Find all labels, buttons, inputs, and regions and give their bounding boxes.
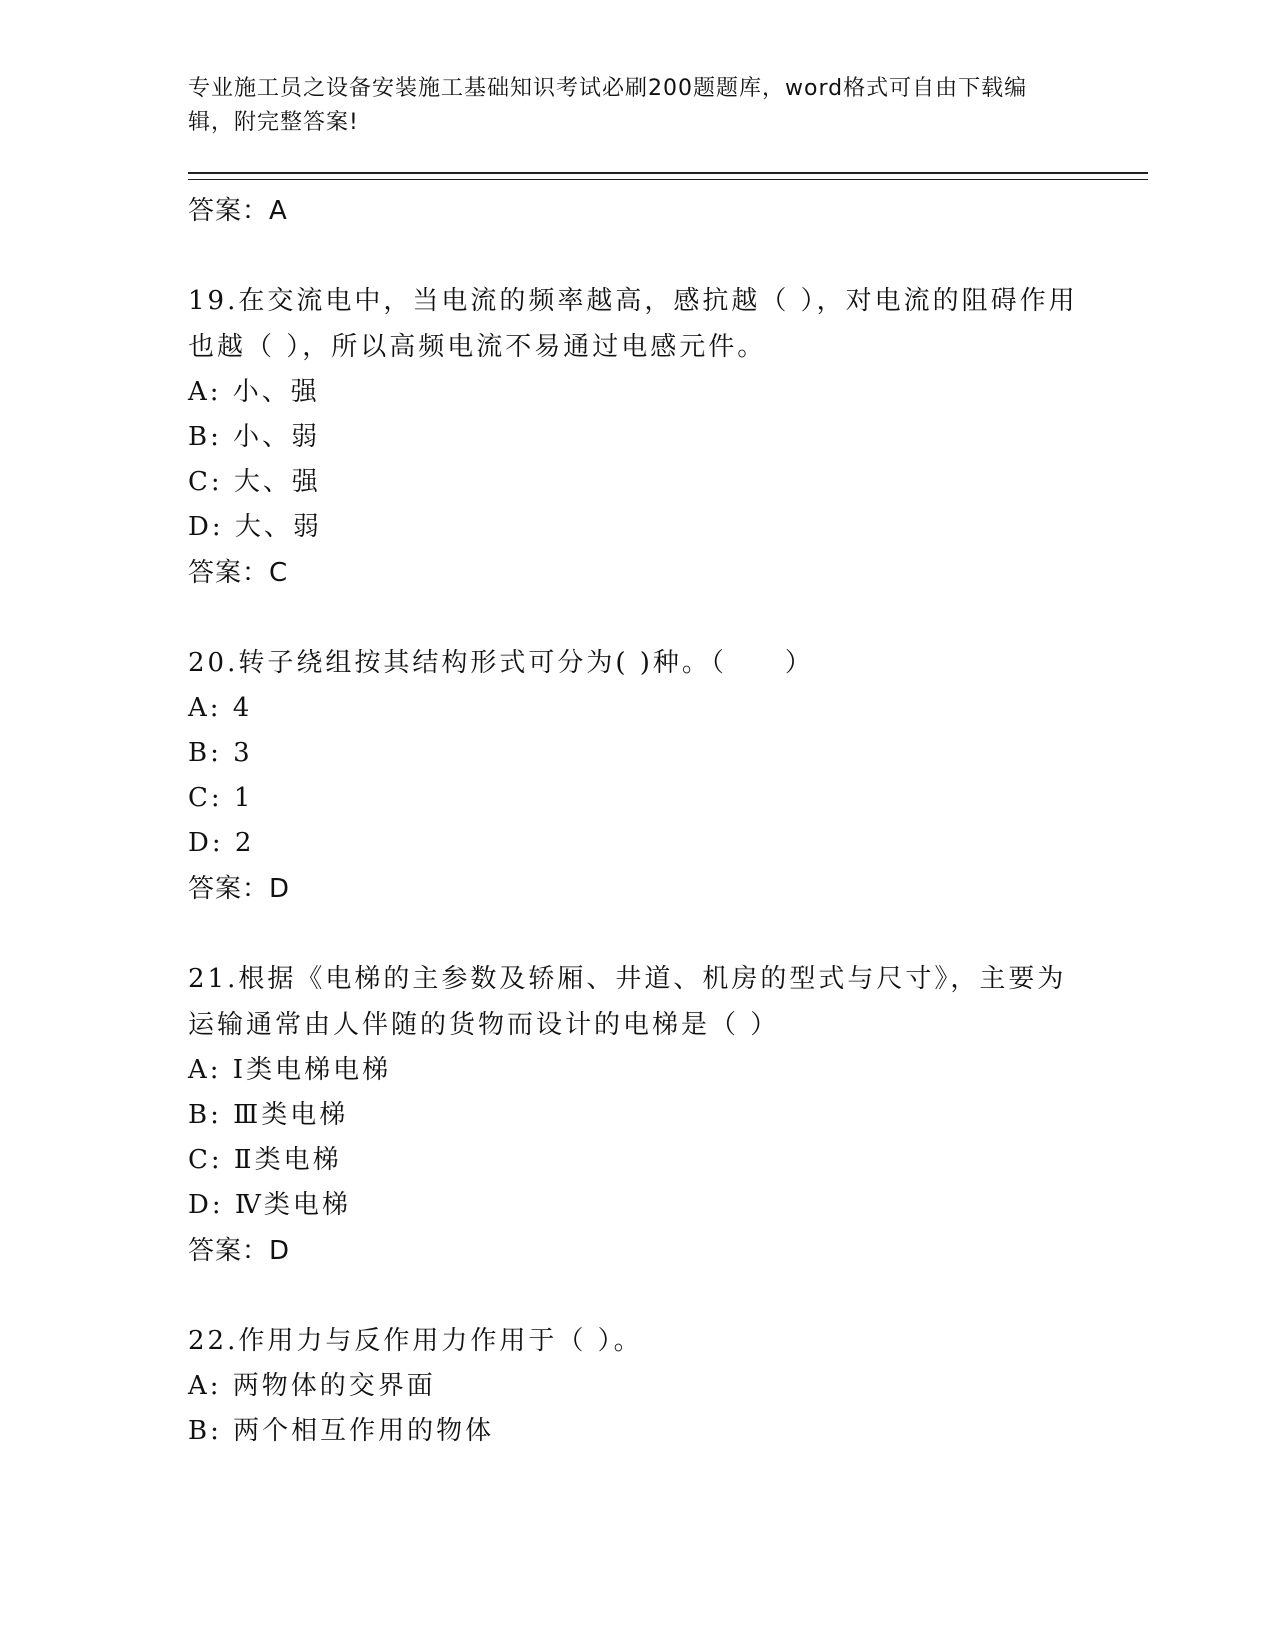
question-19 — [188, 278, 1148, 596]
question-text: 19.在交流电中，当电流的频率越高，感抗越（ ），对电流的阻碍作用也越（ ），所以高频电流不易通过电感元件。 — [188, 286, 1078, 362]
option-a: A: Ⅰ类电梯电梯 — [188, 1055, 392, 1085]
answer: 答案：D — [188, 874, 291, 904]
option-b: B: 小、弱 — [188, 422, 321, 452]
option-c: C: 大、强 — [188, 467, 321, 497]
option-a: A: 4 — [188, 693, 253, 723]
question-22 — [188, 1318, 1148, 1454]
document-header: 专业施工员之设备安装施工基础知识考试必刷200题题库，word格式可自由下载编辑，附完整答案! — [188, 76, 1028, 135]
option-b: B: 两个相互作用的物体 — [188, 1416, 495, 1446]
option-c: C: 1 — [188, 783, 254, 813]
question-text: 22.作用力与反作用力作用于（ ）。 — [188, 1326, 643, 1356]
answer: 答案：D — [188, 1236, 291, 1266]
question-20 — [188, 640, 1148, 912]
option-d: D: Ⅳ类电梯 — [188, 1190, 351, 1220]
option-a: A: 小、强 — [188, 377, 320, 407]
option-d: D: 大、弱 — [188, 512, 322, 542]
option-b: B: Ⅲ类电梯 — [188, 1100, 349, 1130]
answer-18: 答案：A — [188, 196, 288, 226]
document-page — [188, 72, 1148, 1454]
option-d: D: 2 — [188, 828, 255, 858]
question-text: 21.根据《电梯的主参数及轿厢、井道、机房的型式与尺寸》，主要为运输通常由人伴随的货物而设计的电梯是（ ） — [188, 964, 1067, 1040]
option-b: B: 3 — [188, 738, 253, 768]
answer: 答案：C — [188, 558, 289, 588]
question-21 — [188, 956, 1148, 1274]
option-c: C: Ⅱ类电梯 — [188, 1145, 342, 1175]
option-a: A: 两物体的交界面 — [188, 1371, 436, 1401]
question-text: 20.转子绕组按其结构形式可分为( )种。（ ） — [188, 648, 814, 678]
header-divider — [188, 172, 1148, 180]
